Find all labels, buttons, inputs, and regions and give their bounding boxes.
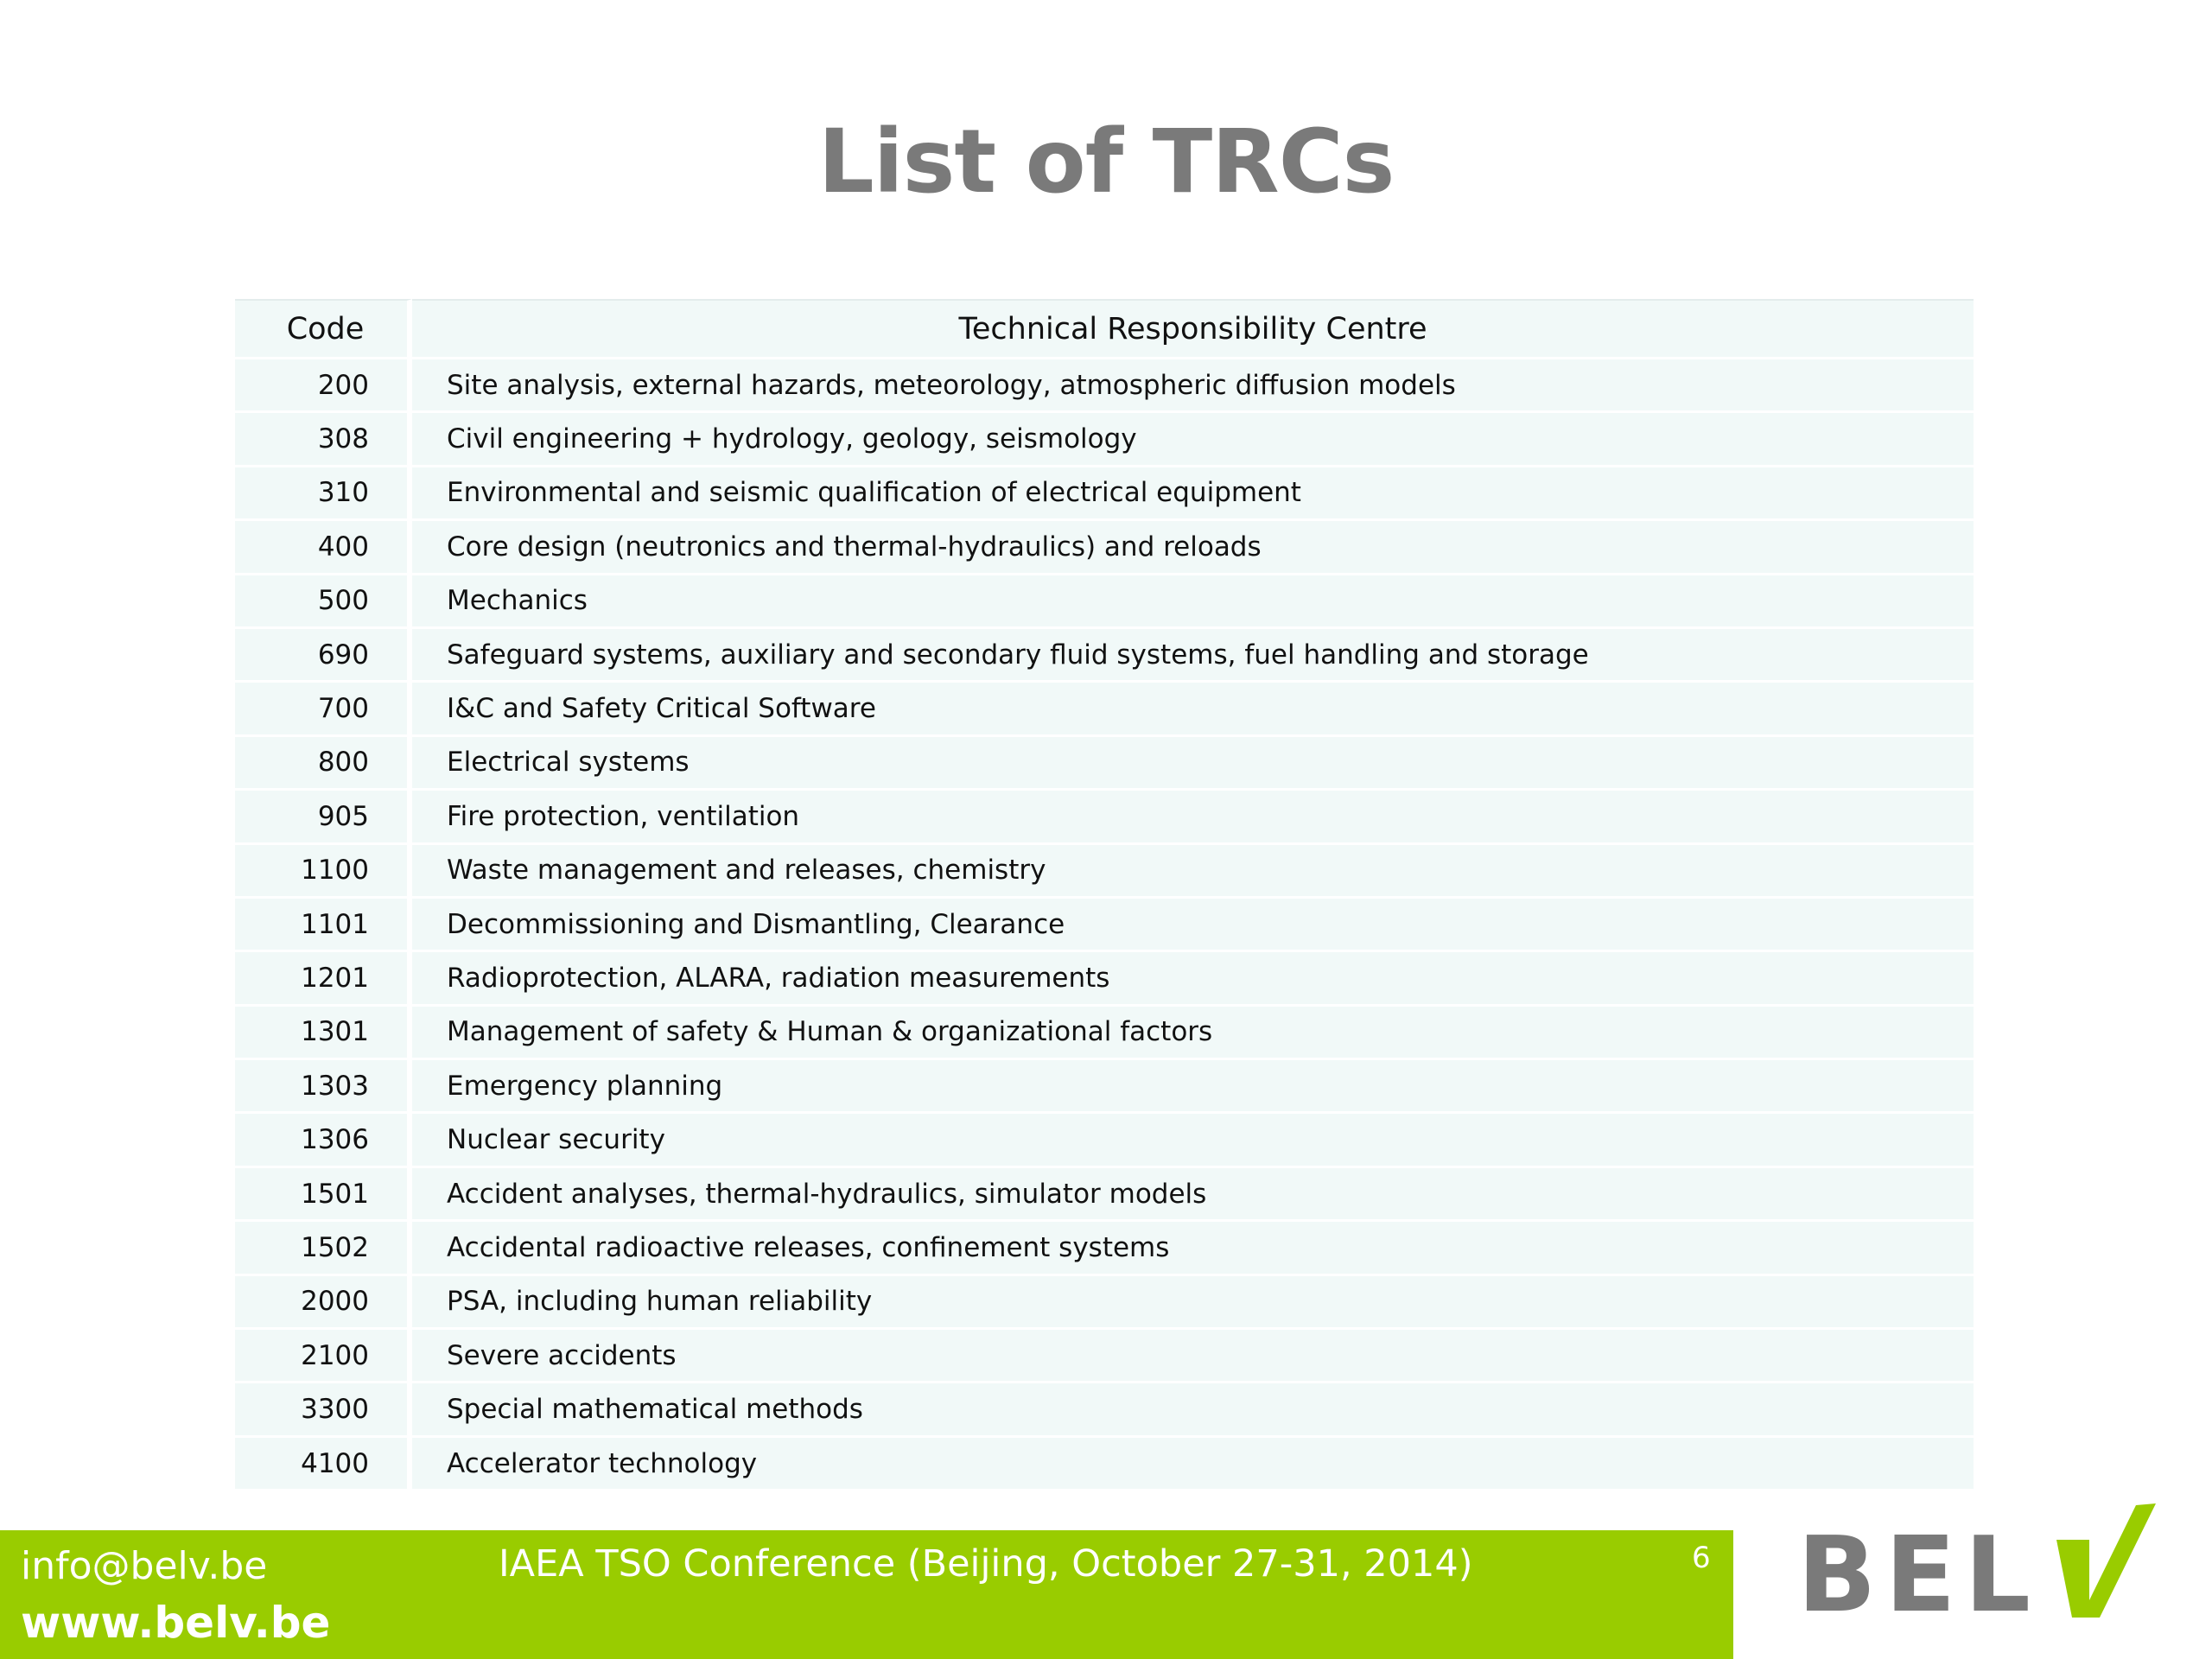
- trc-code: 2000: [235, 1276, 412, 1330]
- trc-description: I&C and Safety Critical Software: [412, 683, 1974, 736]
- table-row: [235, 1007, 1974, 1060]
- trc-description: Mechanics: [412, 575, 1974, 629]
- trc-description: Accidental radioactive releases, confinement systems: [412, 1222, 1974, 1275]
- table-row: [235, 413, 1974, 467]
- trc-description: Waste management and releases, chemistry: [412, 845, 1974, 899]
- trc-description: Civil engineering + hydrology, geology, seismology: [412, 413, 1974, 467]
- trc-description: Fire protection, ventilation: [412, 791, 1974, 844]
- table-row: [235, 521, 1974, 575]
- footer-website: www.belv.be: [21, 1598, 331, 1648]
- trc-code: 1101: [235, 899, 412, 952]
- table-row: [235, 1276, 1974, 1330]
- trc-description: Accelerator technology: [412, 1438, 1974, 1491]
- table-row: [235, 899, 1974, 952]
- table-row: [235, 1168, 1974, 1222]
- trc-description: Safeguard systems, auxiliary and secondary fluid systems, fuel handling and storage: [412, 629, 1974, 683]
- table-row: [235, 467, 1974, 521]
- trc-code: 310: [235, 467, 412, 521]
- table-header-row: [235, 299, 1974, 359]
- trc-code: 690: [235, 629, 412, 683]
- footer-email: info@belv.be: [21, 1544, 268, 1588]
- trc-description: Special mathematical methods: [412, 1383, 1974, 1437]
- trc-description: Nuclear security: [412, 1114, 1974, 1167]
- footer-bar: [0, 1530, 1733, 1659]
- trc-description: Radioprotection, ALARA, radiation measurements: [412, 952, 1974, 1006]
- table-row: [235, 1114, 1974, 1167]
- trc-table: [235, 299, 1974, 1491]
- logo-wordmark: BEL: [1797, 1516, 2039, 1626]
- trc-code: 1301: [235, 1007, 412, 1060]
- trc-code: 1502: [235, 1222, 412, 1275]
- table-row: [235, 1330, 1974, 1383]
- trc-description: Accident analyses, thermal-hydraulics, simulator models: [412, 1168, 1974, 1222]
- trc-code: 4100: [235, 1438, 412, 1491]
- belv-logo: [1797, 1488, 2160, 1626]
- table-row: [235, 791, 1974, 844]
- table-row: [235, 683, 1974, 736]
- trc-code: 1306: [235, 1114, 412, 1167]
- table-row: [235, 629, 1974, 683]
- table-row: [235, 737, 1974, 791]
- footer-conference: IAEA TSO Conference (Beijing, October 27-31, 2014): [499, 1542, 1473, 1586]
- table-row: [235, 845, 1974, 899]
- trc-code: 700: [235, 683, 412, 736]
- trc-code: 2100: [235, 1330, 412, 1383]
- table-row: [235, 1060, 1974, 1114]
- trc-description: Core design (neutronics and thermal-hydraulics) and reloads: [412, 521, 1974, 575]
- trc-description: PSA, including human reliability: [412, 1276, 1974, 1330]
- column-header-centre: Technical Responsibility Centre: [412, 299, 1974, 359]
- table-body: [235, 359, 1974, 1491]
- slide-title: List of TRCs: [817, 111, 1395, 213]
- table-row: [235, 575, 1974, 629]
- trc-code: 308: [235, 413, 412, 467]
- trc-description: Severe accidents: [412, 1330, 1974, 1383]
- table-row: [235, 359, 1974, 413]
- trc-code: 1100: [235, 845, 412, 899]
- trc-code: 500: [235, 575, 412, 629]
- page-number: 6: [1692, 1541, 1711, 1575]
- table-row: [235, 1438, 1974, 1491]
- trc-description: Decommissioning and Dismantling, Clearance: [412, 899, 1974, 952]
- trc-description: Environmental and seismic qualification of electrical equipment: [412, 467, 1974, 521]
- column-header-code: Code: [235, 299, 412, 359]
- trc-code: 1501: [235, 1168, 412, 1222]
- trc-description: Management of safety & Human & organizational factors: [412, 1007, 1974, 1060]
- table-row: [235, 1383, 1974, 1437]
- trc-code: 1201: [235, 952, 412, 1006]
- checkmark-icon: [2056, 1503, 2156, 1618]
- trc-code: 905: [235, 791, 412, 844]
- trc-code: 400: [235, 521, 412, 575]
- trc-description: Electrical systems: [412, 737, 1974, 791]
- trc-code: 1303: [235, 1060, 412, 1114]
- trc-code: 200: [235, 359, 412, 413]
- trc-code: 800: [235, 737, 412, 791]
- table-row: [235, 1222, 1974, 1275]
- trc-description: Emergency planning: [412, 1060, 1974, 1114]
- trc-code: 3300: [235, 1383, 412, 1437]
- table-row: [235, 952, 1974, 1006]
- trc-description: Site analysis, external hazards, meteorology, atmospheric diffusion models: [412, 359, 1974, 413]
